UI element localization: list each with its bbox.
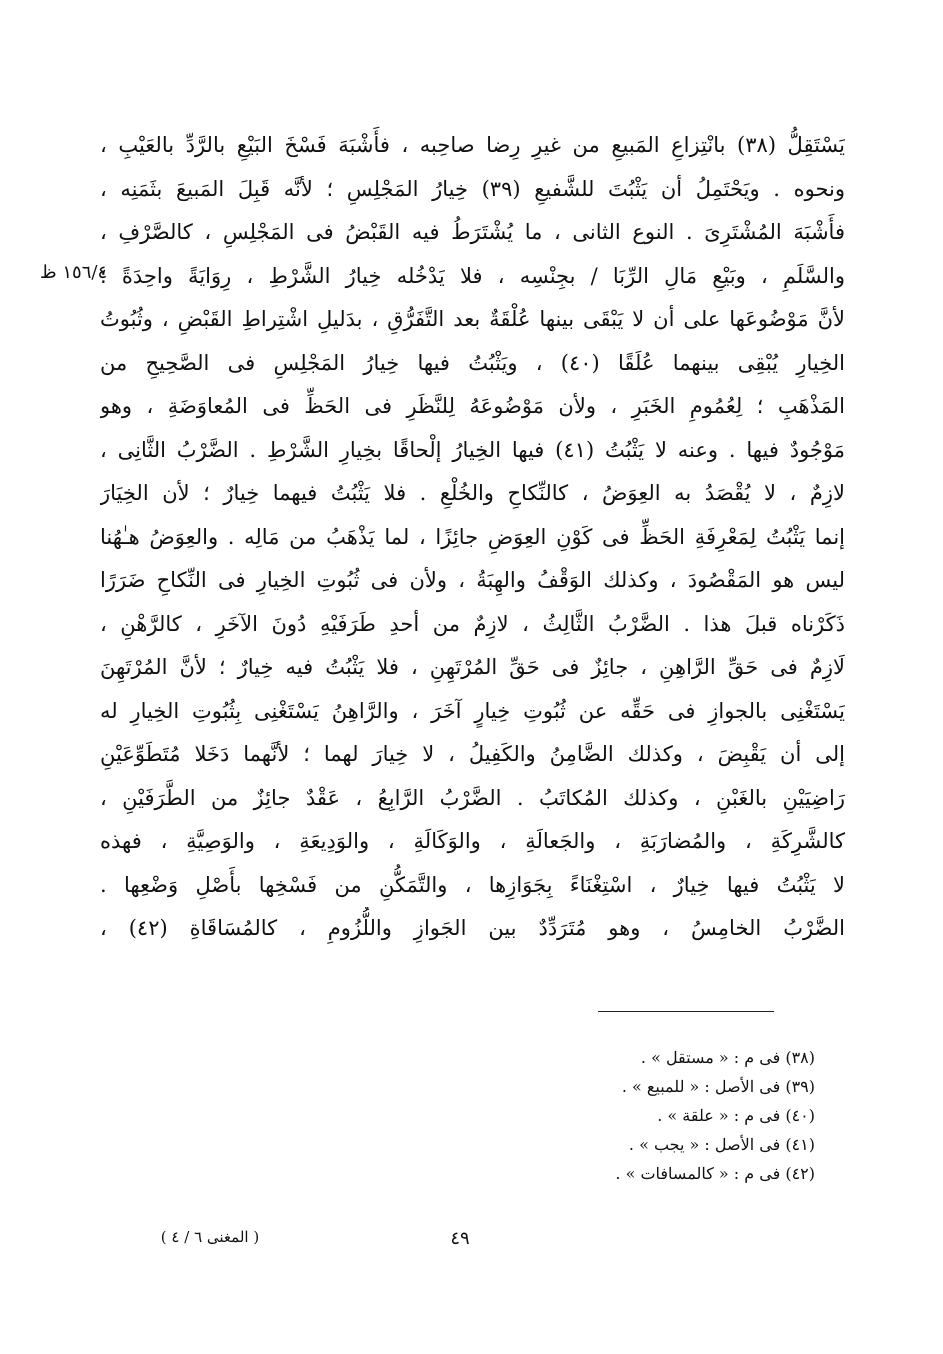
text-line: الخِيارِ يُبْقِى بينهما عُلَقًا (٤٠) ، ويَثْبُتُ فيها خِيارُ المَجْلِسِ فى الصَّحِيحِ من <box>100 350 845 375</box>
main-text-block <box>100 124 845 951</box>
text-line: رَاضِيَيْنِ بالغَبْنِ ، وكذلك المُكاتَبُ . الضَّرْبُ الرَّابِعُ ، عَقْدٌ جائِزٌ من الطَّرَفَيْنِ ، <box>100 785 845 810</box>
footnote: (٣٨) فى م : « مستقل » . <box>640 1048 815 1067</box>
text-line: ليس هو المَقْصُودَ ، وكذلك الوَقْفُ والهِبَةُ ، ولأن فى ثُبُوتِ الخِيارِ فى النِّكاحِ ضَرَرًا <box>100 568 845 592</box>
page-number: ٤٩ <box>450 1228 470 1249</box>
margin-folio-reference: ١٥٦/٤ ظ <box>40 262 108 283</box>
text-line: لازِمٌ ، لا يُقْصَدُ به العِوَضُ ، كالنِّكاحِ والخُلْعِ . فلا يَثْبُتُ فيهما خِيارٌ ؛ لأن الخِيَارَ <box>100 481 845 505</box>
text-line: ونحوه . ويَحْتَمِلُ أن يَثْبُتَ للشَّفيعِ (٣٩) خِيارُ المَجْلِسِ ؛ لأنَّه قَبِلَ المَبيعَ بثَمَنِه ، <box>100 176 845 201</box>
text-line: فأَشْبَهَ المُشْتَرِىَ . النوع الثانى ، ما يُشْتَرَطُ فيه القَبْضُ فى المَجْلِسِ ، كالصَّرْفِ ، <box>100 220 845 244</box>
text-line: لأنَّ مَوْضُوعَها على أن لا يَبْقَى بينها عُلْقَةٌ بعد التَّفَرُّقِ ، بدَليلِ اشْتِراطِ القَبْضِ ، وثُبُوتُ <box>100 307 845 331</box>
footnotes-block <box>420 1043 815 1188</box>
text-line: يَسْتَقِلُّ (٣٨) بانْتِزاعِ المَبيعِ من غيرِ رِضا صاحِبه ، فأَشْبَهَ فَسْخَ البَيْعِ بالرَّدِّ بالعَيْبِ ، <box>100 133 845 157</box>
text-line: لَازِمٌ فى حَقِّ الرَّاهِنِ ، جائِزٌ فى حَقِّ المُرْتَهِنِ ، فلا يَثْبُتُ فيه خِيارٌ ؛ لأنَّ المُرْتَهِنَ <box>100 655 845 679</box>
text-line: يَسْتَغْنِى بالجوازِ فى حَقِّه عن ثُبُوتِ خِيارٍ آخَرَ ، والرَّاهِنُ يَسْتَغْنِى بِثُبُوتِ الخِيارِ له <box>100 698 845 723</box>
footnote: (٤١) فى الأصل : « يجب » . <box>628 1135 815 1154</box>
text-line: لا يَثْبُتُ فيها خِيارٌ ، اسْتِغْنَاءً بِجَوَازِها ، والتَّمَكُّنِ من فَسْخِها بأَصْلِ وَضْعِها . <box>100 872 845 897</box>
text-line: ذَكَرْناه قبلَ هذا . الضَّرْبُ الثَّالِثُ ، لازِمٌ من أحدِ طَرَفَيْهِ دُونَ الآخَرِ ، كالرَّهْنِ ، <box>100 611 845 636</box>
footnote: (٣٩) فى الأصل : « للمبيع » . <box>621 1077 815 1096</box>
footnote: (٤٢) فى م : « كالمسافات » . <box>615 1164 815 1183</box>
text-line: والسَّلَمِ ، وبَيْعِ مَالِ الرِّبَا / بجِنْسِه ، فلا يَدْخُله خِيارُ الشَّرْطِ ، رِوَايَةً واحِدَةً ؛ <box>100 263 845 288</box>
signature-mark: ( المغنى ٦ / ٤ ) <box>160 1228 260 1246</box>
footnote: (٤٠) فى م : « علقة » . <box>657 1106 815 1125</box>
text-line: إلى أن يَقْبِضَ ، وكذلك الضَّامِنُ والكَفِيلُ ، لا خِيارَ لهما ؛ لأنَّهما دَخَلا مُتَطَوِّعَيْنِ <box>100 742 845 766</box>
text-line: إنما يَثْبُتُ لِمَعْرِفَةِ الحَظِّ فى كَوْنِ العِوَضِ جائِزًا ، لما يَذْهَبُ من مَالِه . والعِوَضُ هـٰهُنا <box>100 524 845 549</box>
text-line: المَذْهَبِ ؛ لِعُمُومِ الخَبَرِ ، ولأن مَوْضُوعَهُ لِلنَّظَرِ فى الحَظِّ فى المُعاوَضَةِ ، وهو <box>100 394 845 418</box>
footnote-separator <box>598 1011 774 1012</box>
text-line: مَوْجُودٌ فيها . وعنه لا يَثْبُتُ (٤١) فيها الخِيارُ إلْحاقًا بخِيارِ الشَّرْطِ . الضَّرْبُ الثَّانِى ، <box>100 437 845 462</box>
text-line: كالشَّرِكَةِ ، والمُضارَبَةِ ، والجَعالَةِ ، والوَكَالَةِ ، والوَدِيعَةِ ، والوَصِيَّةِ ، فهذه <box>100 829 845 853</box>
text-line: الضَّرْبُ الخامِسُ ، وهو مُتَرَدِّدٌ بين الجَوازِ واللُّزُومِ ، كالمُسَاقَاةِ (٤٢) ، <box>100 916 845 940</box>
